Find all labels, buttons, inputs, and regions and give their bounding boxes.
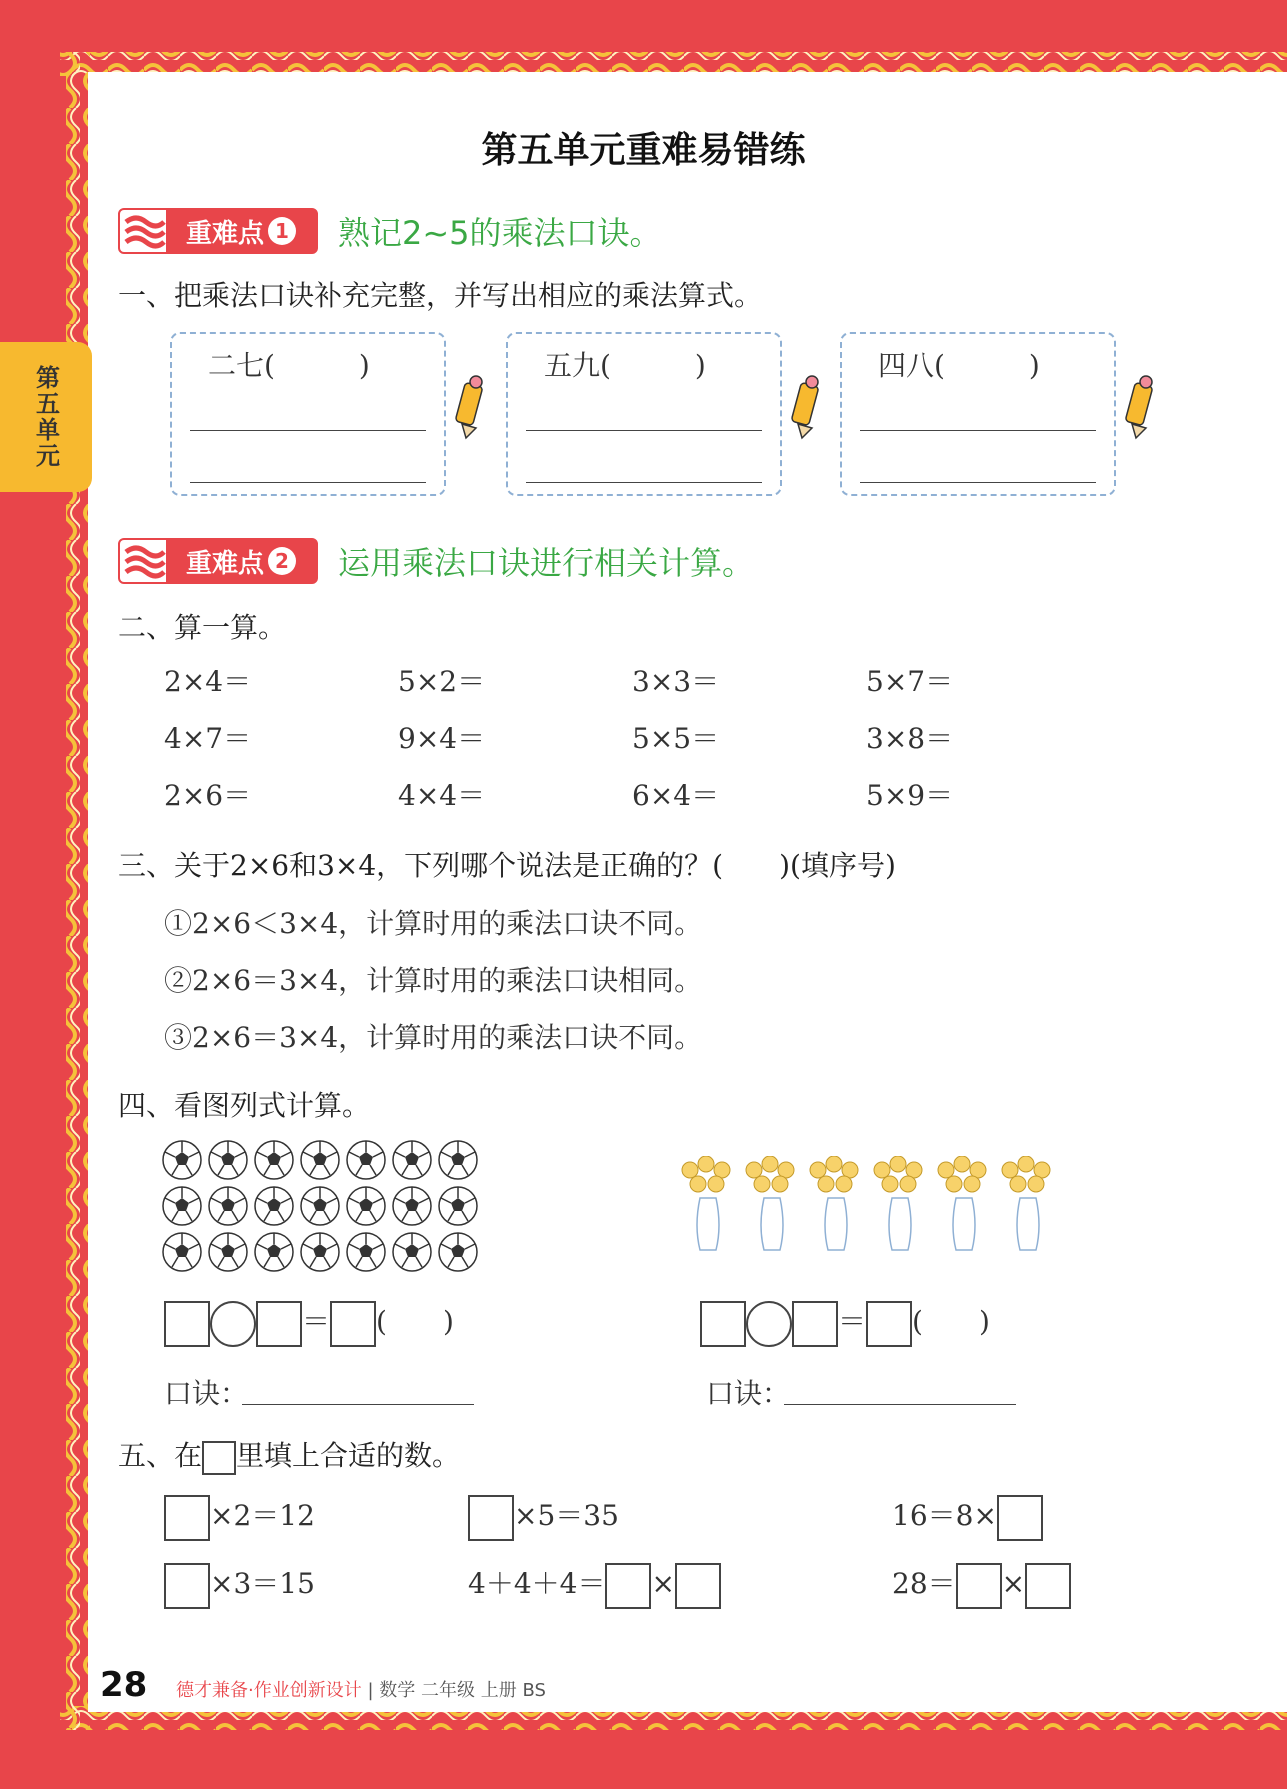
q4-koujue-label-left: 口诀： [164, 1377, 249, 1410]
q1-koujue: 五九( ) [544, 349, 706, 382]
q5-expr: × [1001, 1567, 1026, 1600]
stripe-icon [120, 210, 166, 252]
pencil-mascot-icon [1116, 374, 1162, 440]
footer-separator: | [367, 1680, 374, 1701]
q1-koujue: 二七( ) [208, 349, 370, 382]
q2-expr: 2×4＝ [164, 665, 252, 698]
page-title: 第五单元重难易错练 [481, 130, 806, 171]
q2-expr: 5×2＝ [398, 665, 486, 698]
answer-box[interactable] [330, 1301, 376, 1347]
q4-heading: 四、看图列式计算。 [118, 1089, 371, 1122]
answer-line[interactable] [190, 482, 426, 483]
q2-expr: 6×4＝ [632, 779, 720, 812]
operator-circle[interactable] [746, 1301, 792, 1347]
answer-box[interactable] [256, 1301, 302, 1347]
q5-item [468, 1494, 619, 1541]
flower-vases-picture [680, 1156, 1080, 1260]
koujue-answer-line[interactable] [784, 1404, 1016, 1405]
pencil-mascot-icon [446, 374, 492, 440]
answer-box[interactable] [700, 1301, 746, 1347]
q4-equation-right [700, 1300, 990, 1347]
key-point-2 [118, 538, 754, 584]
q1-box-1 [170, 332, 446, 496]
q5-heading-pre: 五、在 [118, 1439, 203, 1472]
key-point-badge [118, 208, 318, 254]
unit-side-tab [0, 342, 92, 492]
footer-info [176, 1676, 546, 1702]
q5-item [164, 1494, 315, 1541]
q3-option: ①2×6＜3×4，计算时用的乘法口诀不同。 [164, 907, 703, 940]
answer-box[interactable] [1025, 1563, 1071, 1609]
q1-box-2 [506, 332, 782, 496]
footer-brand: 德才兼备·作业创新设计 [176, 1680, 362, 1701]
q5-expr: 28＝ [892, 1567, 956, 1600]
q5-heading-post: 里填上合适的数。 [236, 1439, 461, 1472]
key-point-number: 2 [268, 547, 296, 575]
q2-expr: 5×9＝ [866, 779, 954, 812]
key-point-label: 重难点 [185, 548, 264, 579]
footer-book-info: 数学 二年级 上册 BS [379, 1680, 546, 1701]
key-point-text: 熟记2~5的乘法口诀。 [338, 214, 662, 252]
q3-heading: 三、关于2×6和3×4，下列哪个说法是正确的？( )(填序号) [118, 849, 896, 882]
q1-box-3 [840, 332, 1116, 496]
answer-box[interactable] [675, 1563, 721, 1609]
answer-box[interactable] [164, 1495, 210, 1541]
q5-expr: × [651, 1567, 675, 1600]
answer-box[interactable] [866, 1301, 912, 1347]
answer-line[interactable] [860, 482, 1096, 483]
q5-item [468, 1562, 721, 1609]
sample-box-icon [202, 1441, 236, 1475]
q5-expr: 16＝8× [892, 1499, 997, 1532]
q1-koujue: 四八( ) [878, 349, 1040, 382]
answer-line[interactable] [526, 430, 762, 431]
q2-expr: 5×7＝ [866, 665, 954, 698]
q5-heading [118, 1434, 460, 1475]
answer-box[interactable] [164, 1563, 210, 1609]
q5-item [892, 1494, 1043, 1541]
equals-sign: ＝ [838, 1305, 867, 1338]
q3-option: ②2×6＝3×4，计算时用的乘法口诀相同。 [164, 964, 703, 997]
q5-expr: ×5＝35 [514, 1499, 619, 1532]
pencil-mascot-icon [782, 374, 828, 440]
stripe-icon [120, 540, 166, 582]
operator-circle[interactable] [210, 1301, 256, 1347]
koujue-answer-line[interactable] [242, 1404, 474, 1405]
q2-expr: 3×8＝ [866, 722, 954, 755]
page-number: 28 [100, 1665, 148, 1705]
answer-box[interactable] [164, 1301, 210, 1347]
q2-expr: 5×5＝ [632, 722, 720, 755]
answer-box[interactable] [605, 1563, 651, 1609]
q2-expr: 4×4＝ [398, 779, 486, 812]
equals-sign: ＝ [302, 1305, 331, 1338]
q5-item [164, 1562, 315, 1609]
answer-box[interactable] [997, 1495, 1043, 1541]
q2-expr: 9×4＝ [398, 722, 486, 755]
answer-line[interactable] [860, 430, 1096, 431]
q5-expr: ×3＝15 [210, 1567, 315, 1600]
answer-line[interactable] [190, 430, 426, 431]
q5-expr: 4＋4＋4＝ [468, 1567, 606, 1600]
q4-equation-left [164, 1300, 454, 1347]
q2-expr: 2×6＝ [164, 779, 252, 812]
q4-koujue-label-right: 口诀： [706, 1377, 791, 1410]
unit-paren: ( ) [376, 1305, 454, 1338]
q2-expr: 4×7＝ [164, 722, 252, 755]
key-point-1 [118, 208, 662, 254]
unit-side-tab-label: 第五单元 [31, 365, 60, 469]
q2-heading: 二、算一算。 [118, 611, 287, 644]
unit-paren: ( ) [912, 1305, 990, 1338]
key-point-badge [118, 538, 318, 584]
q5-item [892, 1562, 1071, 1609]
answer-box[interactable] [468, 1495, 514, 1541]
key-point-text: 运用乘法口诀进行相关计算。 [338, 544, 755, 582]
key-point-label: 重难点 [185, 218, 264, 249]
q5-expr: ×2＝12 [210, 1499, 315, 1532]
q1-heading: 一、把乘法口诀补充完整，并写出相应的乘法算式。 [118, 279, 763, 312]
q2-expr: 3×3＝ [632, 665, 720, 698]
q3-option: ③2×6＝3×4，计算时用的乘法口诀不同。 [164, 1021, 703, 1054]
answer-box[interactable] [956, 1563, 1002, 1609]
soccer-balls-picture [162, 1140, 492, 1280]
answer-line[interactable] [526, 482, 762, 483]
key-point-number: 1 [268, 217, 296, 245]
answer-box[interactable] [792, 1301, 838, 1347]
